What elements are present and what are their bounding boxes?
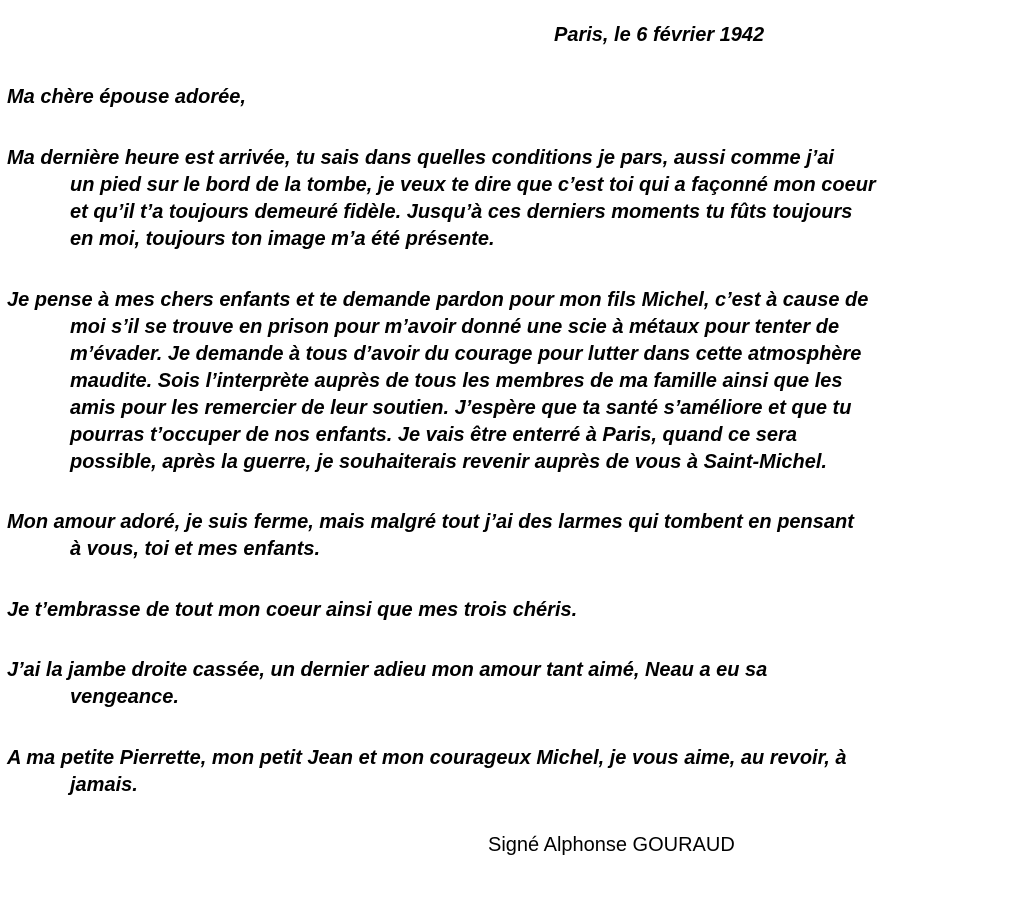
paragraph-line: Je t’embrasse de tout mon coeur ainsi que mes trois chéris.: [7, 599, 578, 621]
salutation: Ma chère épouse adorée,: [7, 86, 246, 108]
paragraph-line: à vous, toi et mes enfants.: [70, 538, 321, 560]
paragraph-line: un pied sur le bord de la tombe, je veux te dire que c’est toi qui a façonné mon coeur: [70, 174, 876, 196]
paragraph-line: et qu’il t’a toujours demeuré fidèle. Jusqu’à ces derniers moments tu fûts toujours: [70, 201, 853, 223]
paragraph-line: possible, après la guerre, je souhaiterais revenir auprès de vous à Saint-Michel.: [70, 451, 827, 473]
paragraph-line: amis pour les remercier de leur soutien. J’espère que ta santé s’améliore et que tu: [70, 397, 852, 419]
paragraph-embrace: [7, 597, 1022, 624]
paragraph-children-goodbye: [7, 745, 1022, 799]
paragraph-line: jamais.: [70, 774, 138, 796]
signature: Signé Alphonse GOURAUD: [488, 834, 735, 856]
paragraph-line: J’ai la jambe droite cassée, un dernier adieu mon amour tant aimé, Neau a eu sa: [7, 659, 768, 681]
dateline: Paris, le 6 février 1942: [554, 24, 765, 46]
paragraph-children: [7, 287, 1022, 476]
paragraph-farewell: [7, 657, 1022, 711]
paragraph-line: en moi, toujours ton image m’a été présente.: [70, 228, 495, 250]
paragraph-last-hour: [7, 145, 1022, 253]
paragraph-line: Ma dernière heure est arrivée, tu sais dans quelles conditions je pars, aussi comme j’ai: [7, 147, 834, 169]
paragraph-line: moi s’il se trouve en prison pour m’avoir donné une scie à métaux pour tenter de: [70, 316, 840, 338]
paragraph-line: vengeance.: [70, 686, 179, 708]
paragraph-line: m’évader. Je demande à tous d’avoir du courage pour lutter dans cette atmosphère: [70, 343, 862, 365]
paragraph-line: Mon amour adoré, je suis ferme, mais malgré tout j’ai des larmes qui tombent en pensant: [7, 511, 854, 533]
paragraph-love: [7, 509, 1022, 563]
paragraph-line: A ma petite Pierrette, mon petit Jean et mon courageux Michel, je vous aime, au revoir, à: [7, 747, 847, 769]
paragraph-line: Je pense à mes chers enfants et te demande pardon pour mon fils Michel, c’est à cause de: [7, 289, 869, 311]
paragraph-line: pourras t’occuper de nos enfants. Je vais être enterré à Paris, quand ce sera: [70, 424, 797, 446]
paragraph-line: maudite. Sois l’interprète auprès de tous les membres de ma famille ainsi que les: [70, 370, 843, 392]
